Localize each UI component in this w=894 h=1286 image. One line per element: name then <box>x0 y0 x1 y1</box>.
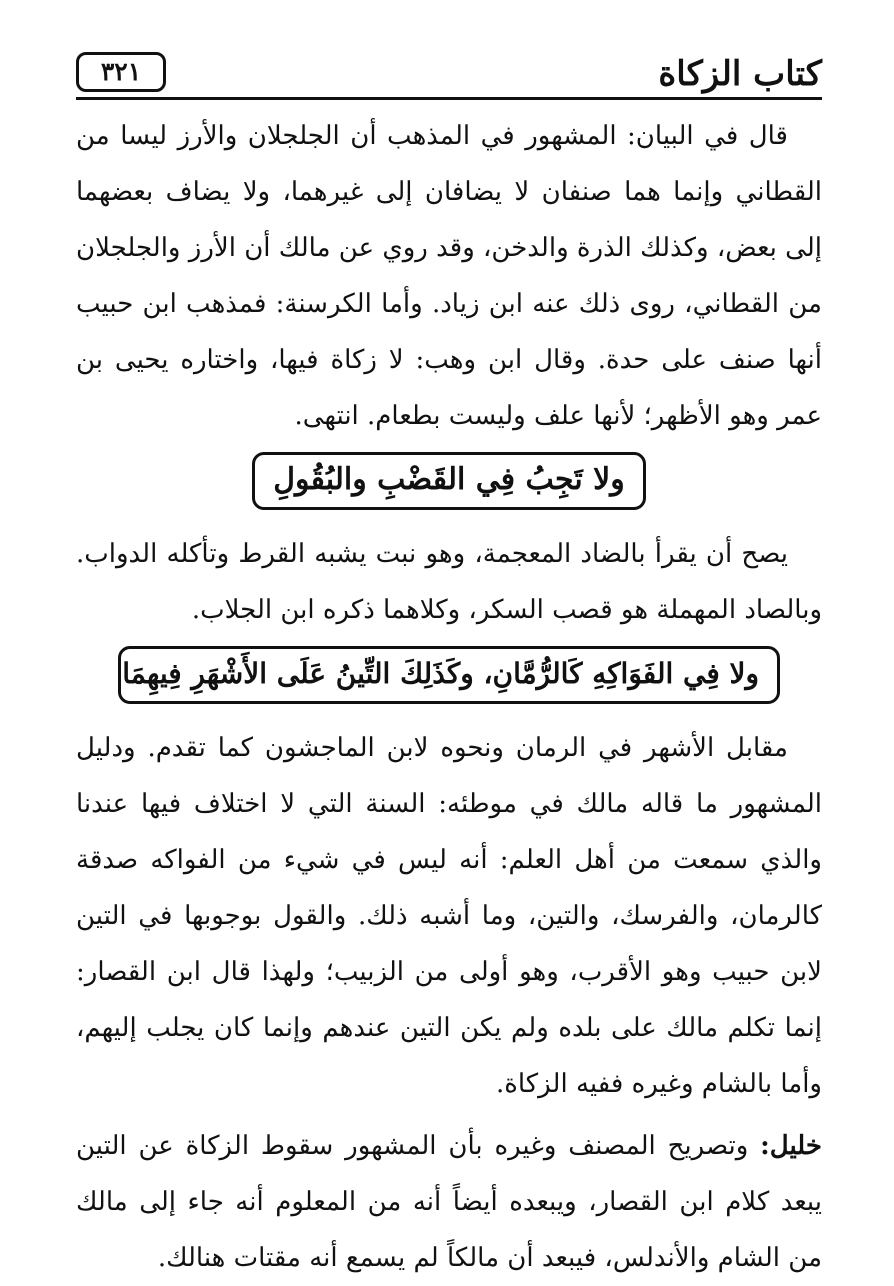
page-number: ٣٢١ <box>100 57 142 86</box>
page-header <box>76 52 822 100</box>
paragraph-2: يصح أن يقرأ بالضاد المعجمة، وهو نبت يشبه القرط وتأكله الدواب. وبالصاد المهملة هو قصب السكر، وكلاهما ذكره ابن الجلاب. <box>76 539 822 625</box>
header-rule <box>76 97 822 100</box>
paragraph-1: قال في البيان: المشهور في المذهب أن الجلجلان والأرز ليسا من القطاني وإنما هما صنفان لا يضافان إلى غيرهما، ولا يضاف بعضهما إلى بعض، وكذلك الذرة والدخن، وقد روي عن مالك أن الأرز والجلجلان من القطاني، روى ذلك عنه ابن زياد. وأما الكرسنة: فمذهب ابن حبيب أنها صنف على حدة. وقال ابن وهب: لا زكاة فيها، واختاره يحيى بن عمر وهو الأظهر؛ لأنها علف وليست بطعام. انتهى. <box>76 121 822 431</box>
paragraph-4-text: وتصريح المصنف وغيره بأن المشهور سقوط الزكاة عن التين يبعد كلام ابن القصار، ويبعده أيضاً أنه من المعلوم أنه جاء إلى مالك من الشام والأندلس، فيبعد أن مالكاً لم يسمع أنه مقتات هنالك. <box>76 1131 822 1273</box>
book-title: كتاب الزكاة <box>658 54 822 94</box>
paragraph-4-label: خليل: <box>760 1131 822 1161</box>
heading-2: ولا فِي الفَوَاكِهِ كَالرُّمَّانِ، وكَذَلِكَ التِّينُ عَلَى الأَشْهَرِ فِيهِمَا <box>118 646 780 704</box>
page-number-box <box>76 52 166 92</box>
heading-2-wrap <box>76 646 822 704</box>
paragraph-4 <box>76 1118 822 1286</box>
page-content <box>76 108 822 1273</box>
heading-1-wrap <box>76 452 822 510</box>
paragraph-3: مقابل الأشهر في الرمان ونحوه لابن الماجشون كما تقدم. ودليل المشهور ما قاله مالك في موطئه: السنة التي لا اختلاف فيها عندنا والذي سمعت من أهل العلم: أنه ليس في شيء من الفواكه صدقة كالرمان، والفرسك، والتين، وما أشبه ذلك. والقول بوجوبها في التين لابن حبيب وهو الأقرب، وهو أولى من الزبيب؛ ولهذا قال ابن القصار: إنما تكلم مالك على بلده ولم يكن التين عندهم وإنما كان يجلب إليهم، وأما بالشام وغيره ففيه الزكاة. <box>76 733 822 1099</box>
heading-1: ولا تَجِبُ فِي القَضْبِ والبُقُولِ <box>252 452 646 510</box>
